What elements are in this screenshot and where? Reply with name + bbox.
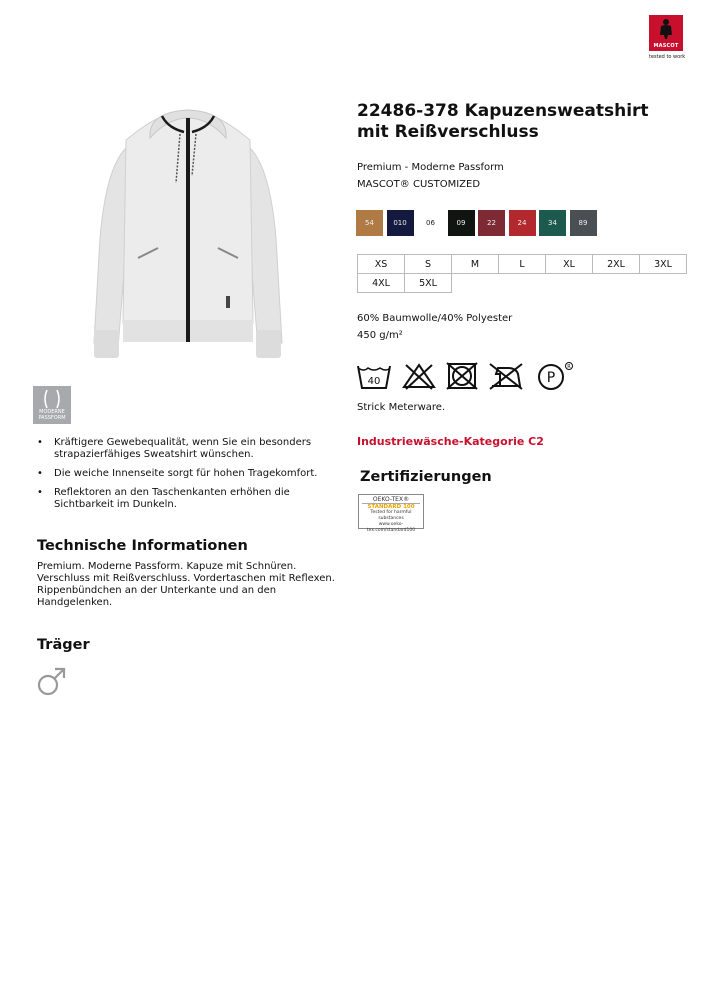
color-code: 010 xyxy=(393,219,407,227)
size-m[interactable]: M xyxy=(451,254,499,274)
oeko-tex-standard: STANDARD 100 xyxy=(367,504,415,510)
color-swatch-09[interactable] xyxy=(448,210,475,236)
oeko-tex-badge xyxy=(358,494,424,533)
list-item: • Reflektoren an den Taschenkanten erhöhen die Sichtbarkeit im Dunkeln. xyxy=(37,487,337,511)
size-2xl[interactable]: 2XL xyxy=(592,254,640,274)
modern-fit-badge xyxy=(33,386,71,424)
color-swatch-34[interactable] xyxy=(539,210,566,236)
size-xs[interactable]: XS xyxy=(357,254,405,274)
professional-dry-clean-p-icon xyxy=(534,361,574,391)
list-item: • Kräftigere Gewebequalität, wenn Sie ein besonders strapazierfähiges Sweatshirt wünschen. xyxy=(37,437,337,461)
certifications-heading: Zertifizierungen xyxy=(360,469,492,485)
size-5xl[interactable]: 5XL xyxy=(404,273,452,293)
oeko-tex-label: OEKO-TEX® xyxy=(362,497,420,504)
fit-outline-icon xyxy=(42,389,62,409)
color-code: 89 xyxy=(578,219,588,227)
product-title: 22486-378 Kapuzensweatshirt mit Reißverschluss xyxy=(357,101,649,142)
size-grid xyxy=(357,254,686,292)
no-bleach-icon xyxy=(402,362,436,390)
color-swatch-54[interactable] xyxy=(356,210,383,236)
material-weight: 450 g/m² xyxy=(357,330,403,341)
color-code: 09 xyxy=(456,219,466,227)
size-4xl[interactable]: 4XL xyxy=(357,273,405,293)
size-l[interactable]: L xyxy=(498,254,546,274)
technical-heading: Technische Informationen xyxy=(37,538,248,554)
svg-text:P: P xyxy=(546,370,556,386)
color-swatch-24[interactable] xyxy=(509,210,536,236)
product-collection-line: MASCOT® CUSTOMIZED xyxy=(357,179,481,190)
male-symbol-icon xyxy=(37,666,67,696)
brand-name: MASCOT xyxy=(653,43,679,49)
color-swatch-06[interactable] xyxy=(417,210,444,236)
wash-temp-label: 40 xyxy=(367,376,381,387)
color-swatch-89[interactable] xyxy=(570,210,597,236)
care-instructions xyxy=(356,361,574,391)
color-code: 22 xyxy=(487,219,496,227)
color-code: 54 xyxy=(365,219,374,227)
material-info xyxy=(357,310,512,344)
product-subtitle xyxy=(357,159,504,193)
no-iron-icon xyxy=(488,362,524,390)
mascot-logo-mark xyxy=(649,15,683,51)
list-item: • Die weiche Innenseite sorgt für hohen Tragekomfort. xyxy=(37,468,337,480)
product-image xyxy=(88,108,288,364)
product-fit-line: Premium - Moderne Passform xyxy=(357,162,504,173)
industrial-wash-category: Industriewäsche-Kategorie C2 xyxy=(357,435,544,448)
mascot-figure-icon xyxy=(657,18,675,40)
color-swatch-010[interactable] xyxy=(387,210,414,236)
no-tumble-dry-icon xyxy=(446,362,478,390)
brand-logo xyxy=(649,15,685,60)
oeko-tex-desc: Tested for harmful substances xyxy=(370,510,412,521)
material-composition: 60% Baumwolle/40% Polyester xyxy=(357,313,513,324)
knit-text: Strick Meterware. xyxy=(357,402,446,413)
feature-list xyxy=(37,437,337,518)
color-swatches xyxy=(356,210,597,236)
size-xl[interactable]: XL xyxy=(545,254,593,274)
svg-text:R: R xyxy=(567,364,571,370)
fit-badge-line2: PASSFORM xyxy=(38,415,66,421)
fit-badge-line1: MODERNE xyxy=(39,409,65,415)
wash-40-icon xyxy=(356,362,392,390)
color-code: 24 xyxy=(517,219,527,227)
brand-tagline: tested to work xyxy=(649,54,686,60)
size-s[interactable]: S xyxy=(404,254,452,274)
oeko-tex-url: www.oeko-tex.com/standard100 xyxy=(366,522,416,533)
color-code: 34 xyxy=(548,219,557,227)
technical-text: Premium. Moderne Passform. Kapuze mit Schnüren. Verschluss mit Reißverschluss. Vordertaschen mit Reflexen. Rippenbündchen an der Unterkante und an den Handgelenken. xyxy=(37,561,335,608)
color-swatch-22[interactable] xyxy=(478,210,505,236)
carrier-heading: Träger xyxy=(37,637,90,653)
color-code: 06 xyxy=(426,219,435,227)
size-3xl[interactable]: 3XL xyxy=(639,254,687,274)
